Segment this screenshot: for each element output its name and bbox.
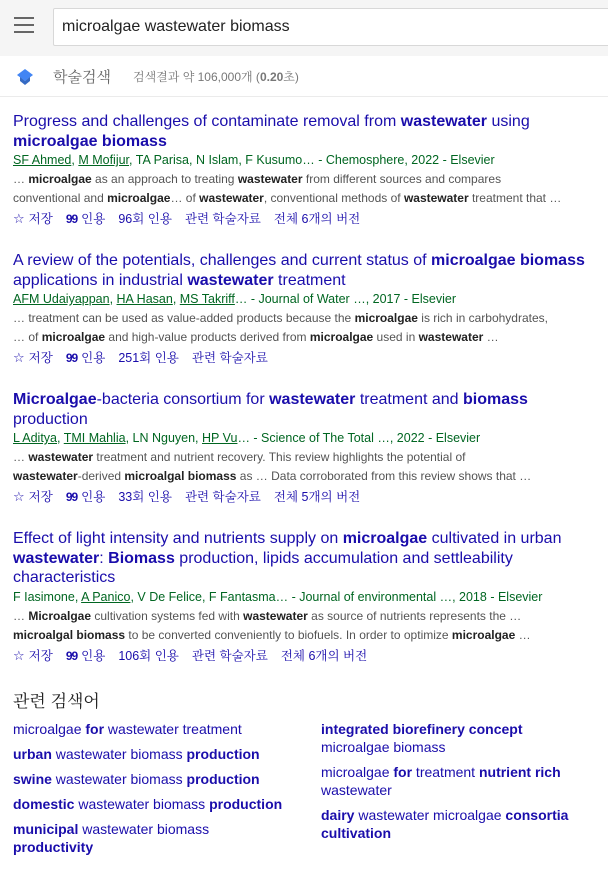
text-run: A review of the potentials, challenges and current status of <box>13 252 432 269</box>
star-icon: ☆ <box>13 647 25 663</box>
related-search-link[interactable] <box>321 806 568 842</box>
all-versions-link-label: 전체 5개의 버전 <box>273 490 361 504</box>
text-run: used in <box>373 330 419 344</box>
related-articles-link-label: 관련 학술자료 <box>191 351 268 365</box>
text-run: wastewater biomass <box>51 746 187 762</box>
related-articles-link-label: 관련 학술자료 <box>184 490 261 504</box>
author-link[interactable]: A Panico <box>81 589 131 604</box>
highlight-text: Biomass <box>108 549 175 567</box>
cited-by-link-label: 33회 인용 <box>118 490 172 504</box>
scholar-brand[interactable]: 학술검색 <box>53 69 111 86</box>
highlight-text: microalgal biomass <box>13 627 126 642</box>
text-run: … <box>483 330 499 344</box>
highlight-text: biomass <box>463 391 528 408</box>
save-button-label: 저장 <box>28 212 53 226</box>
text-run: is rich in carbohydrates, <box>417 311 548 325</box>
result-snippet <box>13 309 608 347</box>
text-run: wastewater <box>321 782 392 798</box>
cite-button[interactable] <box>66 490 106 504</box>
highlight-text: microalgae <box>107 191 171 205</box>
author-link[interactable]: HA Hasan <box>116 292 173 306</box>
cited-by-link-label: 106회 인용 <box>118 648 179 663</box>
highlight-text: microalgae <box>41 330 106 344</box>
related-search-link[interactable] <box>13 820 209 856</box>
result-authors <box>13 588 608 606</box>
author-text: , <box>57 431 64 445</box>
all-versions-link[interactable] <box>281 649 367 663</box>
save-button[interactable] <box>13 649 53 663</box>
highlight-text: for <box>85 721 105 737</box>
author-text: , V De Felice, F Fantasma… - Journal of environmental …, 2018 - Elsevier <box>130 589 543 604</box>
all-versions-link-label: 전체 6개의 버전 <box>280 648 368 663</box>
text-run: … treatment can be used as value-added products because the <box>13 311 355 325</box>
result-authors <box>13 151 608 169</box>
highlight-text: microalgae biomass <box>13 132 167 150</box>
text-run: as … Data corroborated from this review shows that … <box>236 469 532 483</box>
highlight-text: consortia <box>505 807 569 823</box>
cite-button-label: 인용 <box>81 351 106 365</box>
text-run: treatment <box>412 764 479 780</box>
related-search-link[interactable] <box>13 770 260 788</box>
related-articles-link[interactable] <box>192 649 268 663</box>
text-run: cultivation systems fed with <box>91 608 244 623</box>
related-search-link[interactable] <box>13 795 282 813</box>
quote-icon: 99 <box>65 648 78 663</box>
text-run: wastewater biomass <box>74 796 210 812</box>
cited-by-link[interactable] <box>118 351 179 365</box>
text-run: -bacteria consortium for <box>96 391 270 408</box>
related-articles-link[interactable] <box>185 490 261 504</box>
text-run: … <box>13 608 29 623</box>
text-run: … of <box>13 330 42 344</box>
author-link[interactable]: MS Takriff <box>179 292 235 306</box>
author-text: , <box>172 292 180 306</box>
related-search-link[interactable] <box>321 720 522 756</box>
highlight-text: wastewater <box>13 549 100 567</box>
author-link[interactable]: HP Vu <box>202 431 238 445</box>
hamburger-menu-icon[interactable] <box>14 17 34 33</box>
author-link[interactable]: M Mofijur <box>78 153 130 167</box>
cite-button-label: 인용 <box>81 648 106 663</box>
highlight-text: wastewater <box>418 330 484 344</box>
text-run: -derived <box>77 469 125 483</box>
cited-by-link-label: 251회 인용 <box>118 351 179 365</box>
highlight-text: wastewater <box>243 608 308 623</box>
cited-by-link[interactable] <box>118 649 179 663</box>
scholar-header <box>0 56 608 97</box>
save-button[interactable] <box>13 351 53 365</box>
highlight-text: microalgae <box>342 530 428 547</box>
highlight-text: wastewater <box>237 172 303 186</box>
related-articles-link-label: 관련 학술자료 <box>184 212 261 226</box>
highlight-text: wastewater <box>269 391 356 408</box>
highlight-text: production <box>186 746 260 762</box>
text-run: production, lipids accumulation and settleability <box>174 549 513 567</box>
highlight-text: microalgal biomass <box>124 469 237 483</box>
text-run: as source of nutrients represents the … <box>307 608 522 623</box>
author-text: , <box>109 292 117 306</box>
highlight-text: wastewater <box>403 191 469 205</box>
star-icon: ☆ <box>13 350 25 365</box>
text-run: and high-value products derived from <box>105 330 310 344</box>
highlight-text: for <box>393 764 413 780</box>
quote-icon: 99 <box>65 490 78 504</box>
text-run: production <box>13 410 88 428</box>
highlight-text: production <box>186 771 260 787</box>
cited-by-link[interactable] <box>118 212 172 226</box>
cite-button[interactable] <box>66 212 106 226</box>
highlight-text: productivity <box>13 839 94 855</box>
search-input[interactable] <box>53 8 608 46</box>
search-result <box>13 112 608 229</box>
result-actions <box>13 348 608 368</box>
text-run: microalgae <box>321 764 394 780</box>
scholar-logo-icon[interactable] <box>16 68 34 86</box>
highlight-text: Microalgae <box>13 391 97 408</box>
related-searches-heading: 관련 검색어 <box>13 692 100 711</box>
result-snippet <box>13 607 608 645</box>
highlight-text: wastewater <box>28 450 94 464</box>
result-stats: 검색결과 약 106,000개 (0.20초) <box>133 70 299 84</box>
highlight-text: wastewater <box>13 469 78 483</box>
star-icon: ☆ <box>13 211 25 226</box>
text-run: microalgae <box>13 721 86 737</box>
text-run: … <box>515 627 531 642</box>
result-title-link[interactable] <box>13 529 608 588</box>
author-text: , TA Parisa, N Islam, F Kusumo… - Chemosphere, 2022 - Elsevier <box>129 153 495 167</box>
top-bar <box>0 0 608 56</box>
highlight-text: microalgae <box>354 311 418 325</box>
save-button-label: 저장 <box>28 490 53 504</box>
search-result <box>13 529 608 666</box>
result-snippet <box>13 448 608 486</box>
cited-by-link-label: 96회 인용 <box>118 212 172 226</box>
save-button[interactable] <box>13 490 53 504</box>
result-title-link[interactable] <box>13 390 608 429</box>
cite-button-label: 인용 <box>81 212 106 226</box>
related-articles-link[interactable] <box>192 351 268 365</box>
text-run: applications in industrial <box>13 271 188 289</box>
text-run: treatment and <box>355 391 463 408</box>
search-result <box>13 390 608 507</box>
result-title-link[interactable] <box>13 251 608 290</box>
result-actions <box>13 209 608 229</box>
text-run: … <box>13 172 29 186</box>
result-authors <box>13 429 608 447</box>
text-run: wastewater treatment <box>104 721 242 737</box>
text-run: Progress and challenges of contaminate removal from <box>13 113 401 130</box>
save-button[interactable] <box>13 212 53 226</box>
text-run: wastewater biomass <box>78 821 210 837</box>
highlight-text: urban <box>13 746 52 762</box>
highlight-text: microalgae <box>28 172 92 186</box>
author-link[interactable]: L Aditya <box>13 431 58 445</box>
author-text: … - Journal of Water …, 2017 - Elsevier <box>234 292 457 306</box>
text-run: conventional and <box>13 191 108 205</box>
search-result <box>13 251 608 368</box>
highlight-text: microalgae <box>451 627 516 642</box>
result-title-link[interactable] <box>13 112 608 151</box>
all-versions-link[interactable] <box>274 212 360 226</box>
text-run: from different sources and compares <box>302 172 502 186</box>
highlight-text: microalgae <box>309 330 374 344</box>
highlight-text: swine <box>13 771 52 787</box>
highlight-text: wastewater <box>199 191 264 205</box>
author-link[interactable]: TMI Mahlia <box>63 431 126 445</box>
text-run: microalgae biomass <box>321 739 446 755</box>
text-run: cultivated in urban <box>427 530 562 547</box>
text-run: treatment that … <box>468 191 562 205</box>
highlight-text: wastewater <box>187 271 274 289</box>
text-run: : <box>99 549 109 567</box>
result-snippet <box>13 170 608 208</box>
quote-icon: 99 <box>65 212 78 226</box>
highlight-text: cultivation <box>321 825 392 841</box>
author-link[interactable]: AFM Udaiyappan <box>13 292 110 306</box>
cited-by-link[interactable] <box>118 490 172 504</box>
text-run: using <box>487 113 530 130</box>
cite-button[interactable] <box>66 649 106 663</box>
author-text: , LN Nguyen, <box>125 431 203 445</box>
related-search-link[interactable] <box>13 720 242 738</box>
highlight-text: wastewater <box>400 113 488 130</box>
highlight-text: domestic <box>13 796 75 812</box>
highlight-text: dairy <box>321 807 355 823</box>
all-versions-link-label: 전체 6개의 버전 <box>273 212 361 226</box>
text-run: to be converted conveniently to biofuels. In order to optimize <box>125 627 452 642</box>
text-run: wastewater microalgae <box>354 807 506 823</box>
text-run: treatment <box>273 271 346 289</box>
highlight-text: Microalgae <box>28 608 92 623</box>
text-run: treatment and nutrient recovery. This review highlights the potential of <box>93 450 466 464</box>
text-run: wastewater biomass <box>51 771 187 787</box>
text-run: Effect of light intensity and nutrients supply on <box>13 530 343 547</box>
highlight-text: microalgae biomass <box>431 252 585 269</box>
author-text: F Iasimone, <box>13 589 82 604</box>
star-icon: ☆ <box>13 489 25 504</box>
result-actions <box>13 487 608 507</box>
related-search-link[interactable] <box>13 745 260 763</box>
cite-button[interactable] <box>66 351 106 365</box>
result-actions <box>13 646 608 666</box>
save-button-label: 저장 <box>28 648 53 663</box>
related-articles-link[interactable] <box>185 212 261 226</box>
text-run: … of <box>170 191 200 205</box>
save-button-label: 저장 <box>28 351 53 365</box>
text-run: as an approach to treating <box>91 172 238 186</box>
highlight-text: nutrient rich <box>478 764 561 780</box>
author-text: … - Science of The Total …, 2022 - Elsevier <box>237 431 481 445</box>
cite-button-label: 인용 <box>81 490 106 504</box>
related-articles-link-label: 관련 학술자료 <box>191 648 268 663</box>
text-run: … <box>13 450 29 464</box>
highlight-text: integrated biorefinery concept <box>321 721 523 737</box>
text-run: , conventional methods of <box>263 191 404 205</box>
author-link[interactable]: SF Ahmed <box>13 153 72 167</box>
highlight-text: municipal <box>13 821 79 837</box>
quote-icon: 99 <box>65 351 78 365</box>
result-authors <box>13 290 608 308</box>
text-run: characteristics <box>13 569 116 586</box>
highlight-text: production <box>209 796 283 812</box>
author-text: , <box>71 153 79 167</box>
related-search-link[interactable] <box>321 763 561 799</box>
all-versions-link[interactable] <box>274 490 360 504</box>
